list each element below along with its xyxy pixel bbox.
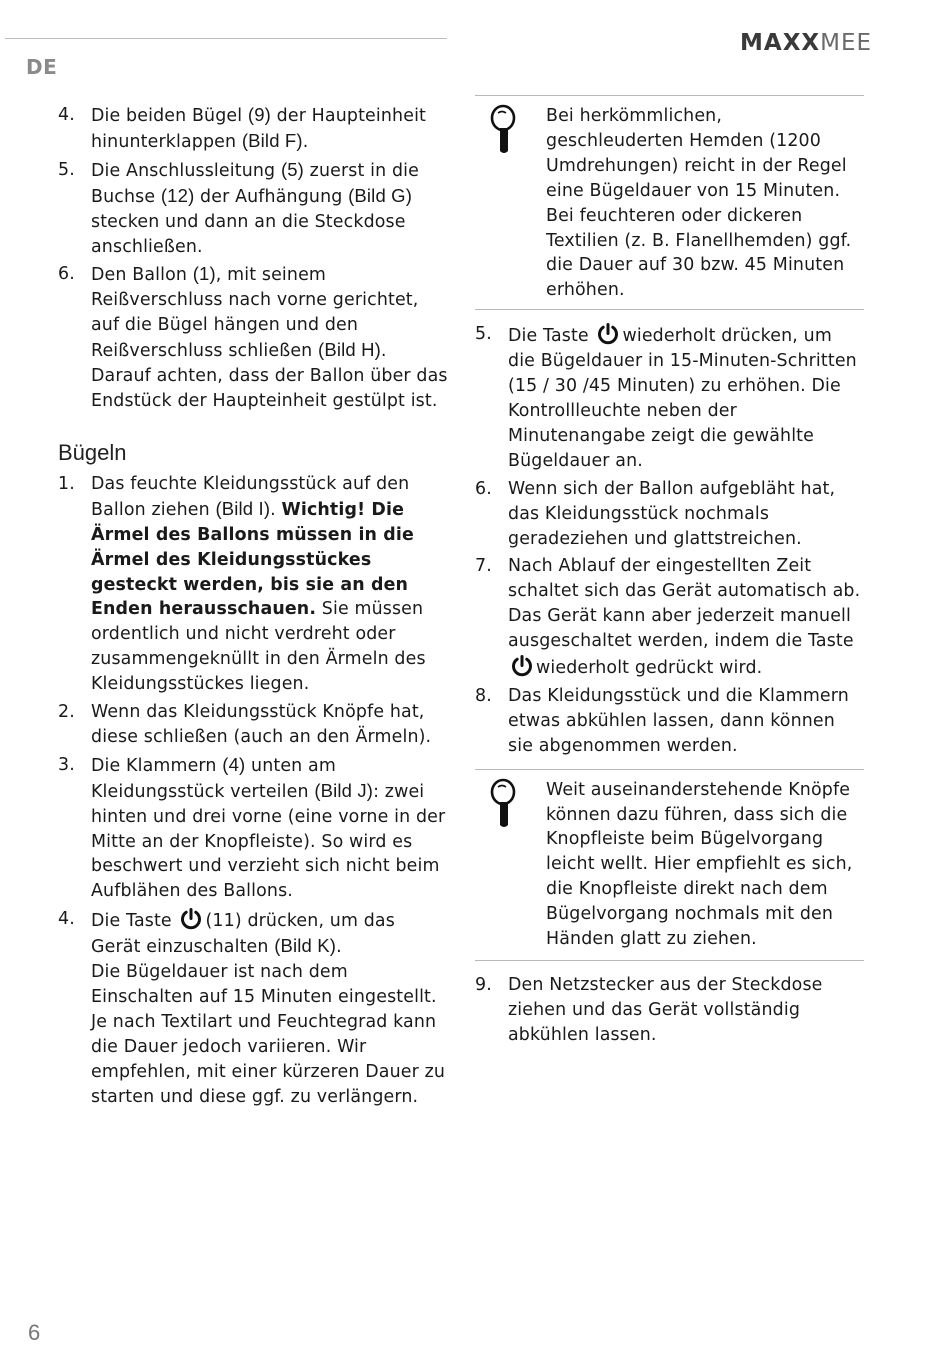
list-item: 4. Die Taste (11) drücken, um das Gerät einzuschalten (Bild K). Die Bügeldauer ist nach dem Einschalten auf 15 Minuten eingestellt. Je nach Textilart und Feuchtegrad kann die Dauer jedoch variieren. Wir empfehlen, mit einer kürzeren Dauer zu starten und diese ggf. zu verlängern. bbox=[58, 909, 446, 1107]
final-steps-list bbox=[475, 973, 864, 1048]
language-label: DE bbox=[26, 55, 58, 79]
page-number: 6 bbox=[28, 1320, 41, 1345]
right-column bbox=[475, 95, 864, 1051]
setup-steps-list bbox=[58, 103, 450, 414]
list-item: 8. Das Kleidungsstück und die Klammern etwas abkühlen lassen, dann können sie abgenommen werden. bbox=[475, 685, 849, 756]
header-rule bbox=[5, 38, 447, 39]
ironing-steps-list-continued bbox=[475, 322, 864, 758]
power-icon bbox=[179, 907, 203, 931]
tip-note bbox=[475, 95, 864, 310]
magnifier-tip-icon bbox=[489, 778, 517, 830]
tip-text: Bei herkömmlichen, geschleuderten Hemden (1200 Umdrehungen) reicht in der Regel eine Bügeldauer von 15 Minuten. bbox=[546, 106, 847, 201]
section-heading: Bügeln bbox=[58, 439, 127, 465]
list-item: 1. Das feuchte Kleidungsstück auf den Ballon ziehen (Bild I). Wichtig! Die Ärmel des Ballons müssen in die Ärmel des Kleidungsstückes gesteckt werden, bis sie an den Enden herausschauen. Sie müssen ordentlich und nicht verdreht oder zusammengeknüllt in den Ärmeln des Kleidungsstückes liegen. bbox=[58, 473, 426, 695]
left-column bbox=[58, 103, 450, 1113]
list-item: 6. Den Ballon (1), mit seinem Reißverschluss nach vorne gerichtet, auf die Bügel hängen und den Reißverschluss schließen (Bild H). Darauf achten, dass der Ballon über das Endstück der Haupteinheit gestülpt ist. bbox=[58, 263, 448, 411]
power-icon bbox=[596, 322, 620, 346]
list-item: 3. Die Klammern (4) unten am Kleidungsstück verteilen (Bild J): zwei hinten und drei vorne (eine vorne in der Mitte an der Knopfleiste). So wird es beschwert und verzieht sich nicht beim Aufblähen des Ballons. bbox=[58, 753, 446, 902]
brand-logo: MAXXMEE bbox=[740, 30, 873, 56]
tip-text: Bei feuchteren oder dickeren Textilien (z. B. Flanellhemden) ggf. die Dauer auf 30 bzw. 45 Minuten erhöhen. bbox=[546, 205, 852, 301]
list-item: 5. Die Taste wiederholt drücken, um die Bügeldauer in 15-Minuten-Schritten (15 / 30 /45 Minuten) zu erhöhen. Die Kontrollleuchte neben der Minutenangabe zeigt die gewählte Bügeldauer an. bbox=[475, 324, 857, 471]
power-icon bbox=[510, 654, 534, 678]
tip-text: Weit auseinanderstehende Knöpfe können dazu führen, dass sich die Knopfleiste beim Bügelvorgang leicht wellt. Hier empfiehlt es sich, die Knopfleiste direkt nach dem Bügelvorgang nochmals mit den Händen glatt zu ziehen. bbox=[546, 779, 853, 950]
ironing-steps-list bbox=[58, 472, 450, 1110]
important-warning: Wichtig! Die Ärmel des Ballons müssen in die Ärmel des Kleidungsstückes gesteckt werden, bis sie an den Enden herausschauen. bbox=[91, 499, 414, 620]
tip-note bbox=[475, 769, 864, 961]
magnifier-tip-icon bbox=[489, 104, 517, 156]
list-item: 9. Den Netzstecker aus der Steckdose ziehen und das Gerät vollständig abkühlen lassen. bbox=[475, 975, 823, 1045]
list-item: 4. Die beiden Bügel (9) der Haupteinheit hinunterklappen (Bild F). bbox=[58, 104, 427, 152]
list-item: 7. Nach Ablauf der eingestellten Zeit schaltet sich das Gerät automatisch ab. Das Gerät kann aber jederzeit manuell ausgeschaltet werden, indem die Taste wiederholt gedrückt wird. bbox=[475, 556, 861, 679]
list-item: 5. Die Anschlussleitung (5) zuerst in die Buchse (12) der Aufhängung (Bild G) stecken und dann an die Steckdose anschließen. bbox=[58, 158, 419, 257]
list-item: 2. Wenn das Kleidungsstück Knöpfe hat, diese schließen (auch an den Ärmeln). bbox=[58, 702, 432, 747]
list-item: 6. Wenn sich der Ballon aufgebläht hat, das Kleidungsstück nochmals geradeziehen und glattstreichen. bbox=[475, 478, 836, 549]
